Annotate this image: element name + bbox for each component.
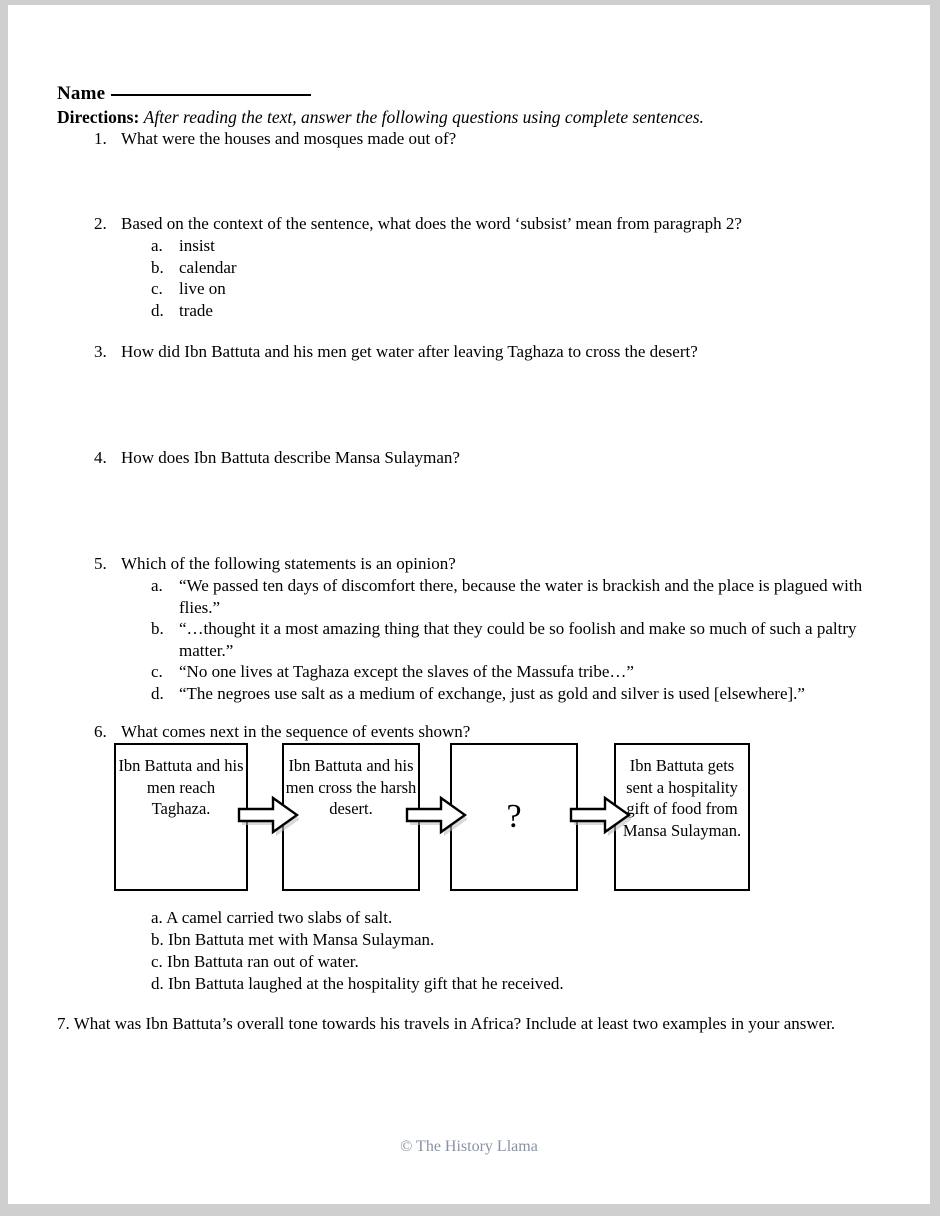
option-5-d-text: “The negroes use salt as a medium of exchange, just as gold and silver is used [elsewhere].” — [179, 683, 805, 703]
sequence-diagram — [114, 743, 754, 895]
option-5-c[interactable] — [151, 661, 873, 683]
option-2-d-text: trade — [179, 300, 213, 320]
question-6 — [94, 721, 884, 742]
question-5-options — [151, 575, 873, 704]
option-5-b[interactable] — [151, 618, 873, 661]
option-5-a[interactable] — [151, 575, 873, 618]
question-2-number: 2. — [94, 214, 107, 233]
sequence-arrow-3-icon — [569, 795, 631, 839]
directions-line — [57, 107, 704, 128]
sequence-box-4: Ibn Battuta gets sent a hospitality gift of food from Mansa Sulayman. — [614, 743, 750, 891]
option-5-b-letter: b. — [151, 619, 164, 638]
option-6-a[interactable]: a. A camel carried two slabs of salt. — [151, 908, 393, 927]
option-2-b[interactable] — [151, 257, 751, 279]
option-5-c-letter: c. — [151, 662, 163, 681]
question-4 — [94, 447, 884, 468]
question-7: 7. What was Ibn Battuta’s overall tone towards his travels in Africa? Include at least two examples in your answer. — [57, 1014, 836, 1033]
question-5-number: 5. — [94, 554, 107, 573]
sequence-box-3-unknown: ? — [450, 743, 578, 891]
question-4-text: How does Ibn Battuta describe Mansa Sulayman? — [121, 448, 460, 467]
option-2-a[interactable] — [151, 235, 751, 257]
directions-text: After reading the text, answer the following questions using complete sentences. — [143, 107, 704, 127]
question-4-number: 4. — [94, 448, 107, 467]
name-field-line — [57, 83, 311, 105]
sequence-arrow-2-icon — [405, 795, 467, 839]
option-2-a-letter: a. — [151, 236, 163, 255]
option-2-d-letter: d. — [151, 300, 164, 320]
option-5-d[interactable] — [151, 683, 873, 705]
question-5 — [94, 553, 884, 574]
question-1-number: 1. — [94, 129, 107, 148]
question-2 — [94, 213, 884, 234]
option-5-d-letter: d. — [151, 683, 164, 703]
option-6-c[interactable]: c. Ibn Battuta ran out of water. — [151, 952, 359, 971]
option-5-b-text: “…thought it a most amazing thing that they could be so foolish and make so much of such a paltry matter.” — [179, 619, 857, 660]
option-6-b[interactable]: b. Ibn Battuta met with Mansa Sulayman. — [151, 930, 435, 949]
question-2-options — [151, 235, 751, 321]
option-2-c-text: live on — [179, 279, 226, 298]
name-blank-rule[interactable] — [111, 94, 311, 96]
question-1 — [94, 128, 884, 149]
option-2-c[interactable] — [151, 278, 751, 300]
option-2-b-letter: b. — [151, 257, 164, 277]
question-3 — [94, 341, 884, 362]
sequence-arrow-1-icon — [237, 795, 299, 839]
option-5-a-letter: a. — [151, 576, 163, 595]
footer-credit: © The History Llama — [400, 1138, 538, 1155]
option-5-c-text: “No one lives at Taghaza except the slaves of the Massufa tribe…” — [179, 662, 634, 681]
option-2-d[interactable] — [151, 300, 751, 322]
question-2-text: Based on the context of the sentence, what does the word ‘subsist’ mean from paragraph 2? — [121, 214, 742, 233]
directions-label: Directions: — [57, 107, 140, 127]
option-2-a-text: insist — [179, 236, 215, 255]
question-6-number: 6. — [94, 722, 107, 741]
question-6-options — [151, 907, 791, 995]
question-1-text: What were the houses and mosques made out of? — [121, 129, 457, 148]
option-5-a-text: “We passed ten days of discomfort there, because the water is brackish and the place is plagued with flies.” — [179, 576, 863, 617]
question-3-number: 3. — [94, 342, 107, 361]
question-5-text: Which of the following statements is an opinion? — [121, 554, 456, 573]
worksheet-content — [8, 5, 930, 1204]
name-label: Name — [57, 83, 106, 104]
option-2-b-text: calendar — [179, 257, 237, 277]
question-6-text: What comes next in the sequence of events shown? — [121, 722, 471, 741]
question-3-text: How did Ibn Battuta and his men get water after leaving Taghaza to cross the desert? — [121, 342, 698, 361]
option-2-c-letter: c. — [151, 279, 163, 298]
sequence-box-2: Ibn Battuta and his men cross the harsh desert. — [282, 743, 420, 891]
option-6-d[interactable]: d. Ibn Battuta laughed at the hospitality gift that he received. — [151, 974, 564, 993]
sequence-box-1: Ibn Battuta and his men reach Taghaza. — [114, 743, 248, 891]
worksheet-page — [8, 5, 930, 1204]
